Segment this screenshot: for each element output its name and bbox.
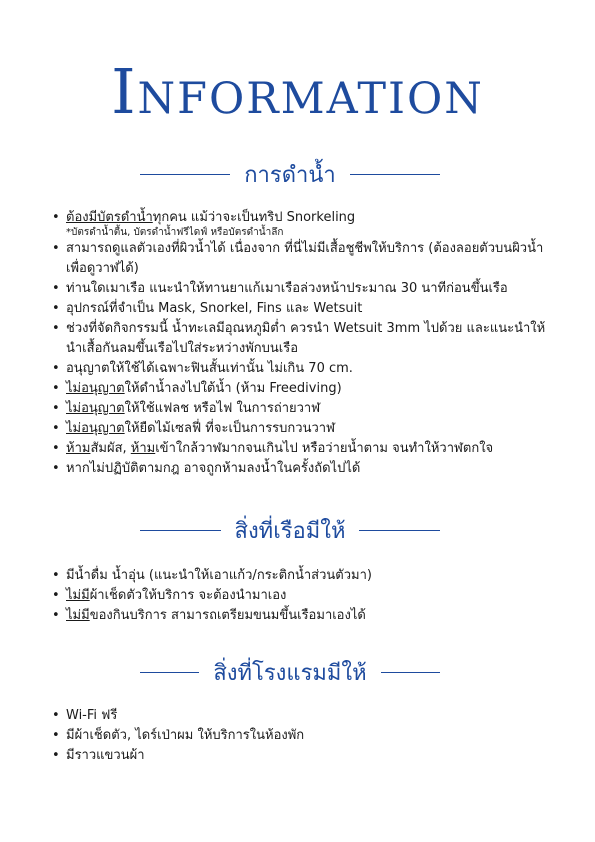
list-item [52,706,552,726]
section-heading-diving [140,158,440,190]
section-heading-boat [140,514,440,546]
list-item [52,746,552,766]
list-item [52,566,552,586]
bullet-icon: • [52,748,60,763]
list-item [52,208,552,239]
item-note: *บัตรดำน้ำตื้น, บัตรดำน้ำฟรีไดฟ์ หรือบัตรดำน้ำลึก [66,227,284,238]
item-text: มีน้ำดื่ม น้ำอุ่น (แนะนำให้เอาแก้ว/กระติกน้ำส่วนตัวมา) [66,568,372,583]
item-text: มีผ้าเช็ดตัว, ไดร์เป่าผม ให้บริการในห้องพัก [66,728,305,743]
heading-rule-left [140,530,221,531]
item-text: ท่านใดเมาเรือ แนะนำให้ทานยาแก้เมาเรือล่วงหน้าประมาณ 30 นาทีก่อนขึ้นเรือ [66,281,508,296]
section-heading-text: สิ่งที่เรือมีให้ [234,518,346,544]
heading-rule-right [359,530,440,531]
bullet-icon: • [52,708,60,723]
bullet-icon: • [52,361,60,376]
underlined-text: ห้าม [130,441,156,456]
item-text: อนุญาตให้ใช้ได้เฉพาะฟินสั้นเท่านั้น ไม่เกิน 70 cm. [66,361,353,376]
item-text: ให้ยืดไม้เซลฟี่ ที่จะเป็นการรบกวนวาฬ [124,421,335,436]
heading-rule-left [140,672,199,673]
list-item [52,586,552,606]
section-heading-hotel [140,656,440,688]
bullet-icon: • [52,461,60,476]
heading-rule-right [381,672,440,673]
item-text: ช่วงที่จัดกิจกรรมนี้ น้ำทะเลมีอุณหภูมิต่ำ ควรนำ Wetsuit 3mm ไปด้วย และแนะนำให้นำเสื้อกันลมขึ้นเรือไปใส่ระหว่างพักบนเรือ [66,321,546,356]
item-text: ให้ดำน้ำลงไปใต้น้ำ (ห้าม Freediving) [124,381,342,396]
item-text: ของกินบริการ สามารถเตรียมขนมขึ้นเรือมาเองได้ [89,608,366,623]
item-text: เข้าใกล้วาฬมากจนเกินไป หรือว่ายน้ำตาม จนทำให้วาฬตกใจ [155,441,494,456]
bullet-icon: • [52,241,60,256]
heading-rule-right [350,174,440,175]
item-text: สามารถดูแลตัวเองที่ผิวน้ำได้ เนื่องจาก ที่นี่ไม่มีเสื้อชูชีพให้บริการ (ต้องลอยตัวบนผิวน้ำเพื่อดูวาฬได้) [66,241,544,276]
bullet-icon: • [52,568,60,583]
hotel-amenities-list [52,706,552,766]
bullet-icon: • [52,441,60,456]
underlined-text: ไม่อนุญาต [66,381,125,396]
underlined-text: ห้าม [66,441,91,456]
item-text: หากไม่ปฏิบัติตามกฎ อาจถูกห้ามลงน้ำในครั้งถัดไปได้ [66,461,361,476]
underlined-text: ไม่อนุญาต [66,421,125,436]
list-item [52,606,552,626]
underlined-text: ไม่อนุญาต [66,401,125,416]
list-item [52,419,552,439]
list-item [52,439,552,459]
heading-rule-left [140,174,230,175]
item-text: ทุกคน แม้ว่าจะเป็นทริป Snorkeling [152,210,356,225]
item-text: ผ้าเช็ดตัวให้บริการ จะต้องนำมาเอง [89,588,287,603]
bullet-icon: • [52,281,60,296]
item-text: สัมผัส, [90,441,131,456]
list-item [52,239,552,279]
section-heading-text: สิ่งที่โรงแรมมีให้ [213,660,367,686]
section-heading-text: การดำน้ำ [244,162,336,188]
list-item [52,319,552,359]
bullet-icon: • [52,321,60,336]
list-item [52,359,552,379]
underlined-text: ไม่มี [66,588,90,603]
list-item [52,459,552,479]
bullet-icon: • [52,401,60,416]
underlined-text: ต้องมีบัตรดำน้ำ [66,210,153,225]
bullet-icon: • [52,728,60,743]
underlined-text: ไม่มี [66,608,90,623]
boat-amenities-list [52,566,552,626]
bullet-icon: • [52,381,60,396]
bullet-icon: • [52,301,60,316]
bullet-icon: • [52,210,60,225]
item-text: มีราวแขวนผ้า [66,748,145,763]
item-text: Wi-Fi ฟรี [66,708,118,723]
list-item [52,299,552,319]
list-item [52,379,552,399]
diving-rules-list [52,208,552,479]
page-title: Information [111,55,484,128]
bullet-icon: • [52,588,60,603]
bullet-icon: • [52,608,60,623]
list-item [52,399,552,419]
item-text: ให้ใช้แฟลช หรือไฟ ในการถ่ายวาฬ [124,401,321,416]
list-item [52,279,552,299]
bullet-icon: • [52,421,60,436]
list-item [52,726,552,746]
item-text: อุปกรณ์ที่จำเป็น Mask, Snorkel, Fins และ Wetsuit [66,301,363,316]
